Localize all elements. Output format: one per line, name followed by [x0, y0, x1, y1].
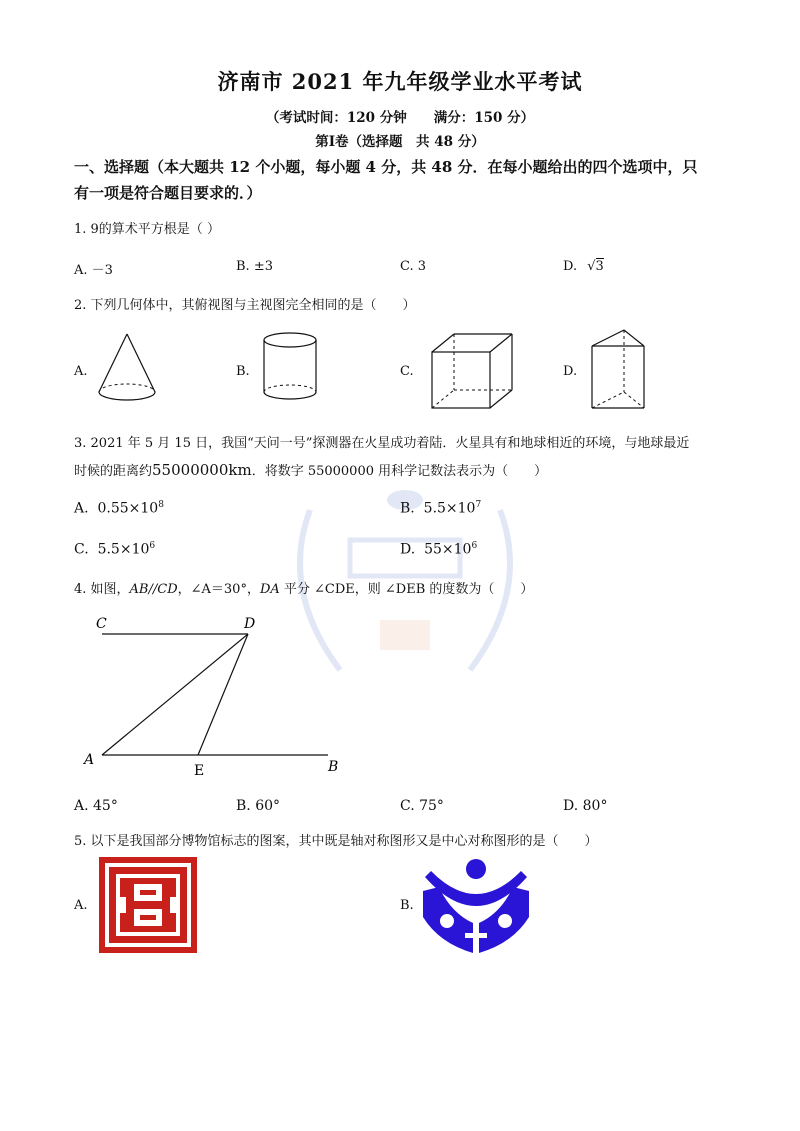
q3-option-a-label: A. — [74, 500, 89, 517]
q5-option-a: A. — [74, 898, 88, 913]
point-label-b: B — [328, 759, 339, 775]
museum-logo-blue — [417, 857, 535, 957]
q2-option-c: C. — [400, 364, 414, 379]
q4-stem-e: 平分 ∠CDE，则 ∠DEB 的度数为（ ） — [279, 582, 534, 597]
q4-option-a: A. 45° — [74, 798, 118, 814]
q3-option-a-exp: 8 — [158, 500, 164, 510]
part-title: 第Ⅰ卷（选择题 共 48 分） — [315, 134, 485, 150]
q3-option-c-base: 5.5×10 — [97, 541, 150, 558]
point-label-d: D — [244, 616, 256, 632]
q2-option-d: D. — [563, 364, 578, 379]
sqrt-sign: √ — [587, 259, 596, 274]
museum-logo-red — [99, 857, 197, 953]
q1-option-d — [563, 259, 604, 274]
q2-option-a: A. — [74, 364, 88, 379]
q4-stem — [74, 578, 533, 597]
q4-stem-ab-cd: AB//CD — [129, 582, 178, 597]
section-heading — [74, 154, 734, 206]
q3-option-b-label: B. — [400, 500, 415, 517]
section-heading-line1: 一、选择题（本大题共 12 个小题，每小题 4 分，共 48 分．在每小题给出的四个选项中，只 — [74, 158, 698, 176]
q3-option-d-base: 55×10 — [424, 541, 472, 558]
exam-title: 济南市 2021 年九年级学业水平考试 — [217, 69, 583, 94]
q2-stem: 2. 下列几何体中，其俯视图与主视图完全相同的是（ ） — [74, 298, 416, 313]
q4-option-d: D. 80° — [563, 798, 608, 814]
q1-option-d-radicand: 3 — [595, 259, 604, 274]
q4-stem-c: ，∠A＝30°， — [177, 582, 260, 597]
q3-option-c-exp: 6 — [149, 541, 156, 551]
q4-option-c: C. 75° — [400, 798, 444, 814]
q3-line2-text-b: ．将数字 55000000 用科学记数法表示为（ ） — [251, 464, 548, 479]
cube-figure — [428, 330, 518, 412]
point-label-a: A — [84, 752, 95, 768]
q4-option-b: B. 60° — [236, 798, 281, 814]
point-label-c: C — [96, 616, 107, 632]
q4-stem-a: 4. 如图， — [74, 582, 130, 597]
q3-option-a-base: 0.55×10 — [97, 500, 159, 517]
q3-distance: 55000000km — [152, 461, 252, 479]
q1-stem: 1. 9的算术平方根是（ ） — [74, 222, 220, 237]
q5-stem: 5. 以下是我国部分博物馆标志的图案，其中既是轴对称图形又是中心对称图形的是（ ） — [74, 834, 598, 849]
q3-option-b — [400, 500, 481, 517]
point-label-e: E — [194, 763, 205, 779]
q1-option-b: B. ±3 — [236, 259, 273, 274]
exam-info: （考试时间：120 分钟 满分：150 分） — [265, 110, 535, 126]
q3-option-c — [74, 541, 155, 558]
q3-option-d-exp: 6 — [471, 541, 478, 551]
q5-option-b: B. — [400, 898, 414, 913]
q4-stem-da: DA — [259, 582, 280, 597]
q1-option-d-label: D. — [563, 259, 578, 274]
q3-option-a — [74, 500, 164, 517]
parallel-lines-figure — [80, 610, 360, 780]
section-heading-line2: 有一项是符合题目要求的．） — [74, 184, 262, 202]
q3-line1: 3. 2021 年 5 月 15 日，我国“天问一号”探测器在火星成功着陆．火星具有和地球相近的环境，与地球最近 — [74, 436, 690, 451]
q3-option-b-exp: 7 — [475, 500, 482, 510]
q3-option-d-label: D. — [400, 541, 416, 558]
q3-line2 — [74, 460, 547, 479]
q3-line2-text-a: 时候的距离约 — [74, 464, 153, 479]
q3-option-c-label: C. — [74, 541, 89, 558]
q3-option-b-base: 5.5×10 — [423, 500, 476, 517]
q3-option-d — [400, 541, 477, 558]
q1-option-a: A. －3 — [74, 263, 113, 278]
prism-figure — [588, 326, 648, 412]
q1-option-c: C. 3 — [400, 259, 427, 274]
cone-figure — [95, 330, 160, 405]
cylinder-figure — [258, 330, 323, 405]
q2-option-b: B. — [236, 364, 250, 379]
